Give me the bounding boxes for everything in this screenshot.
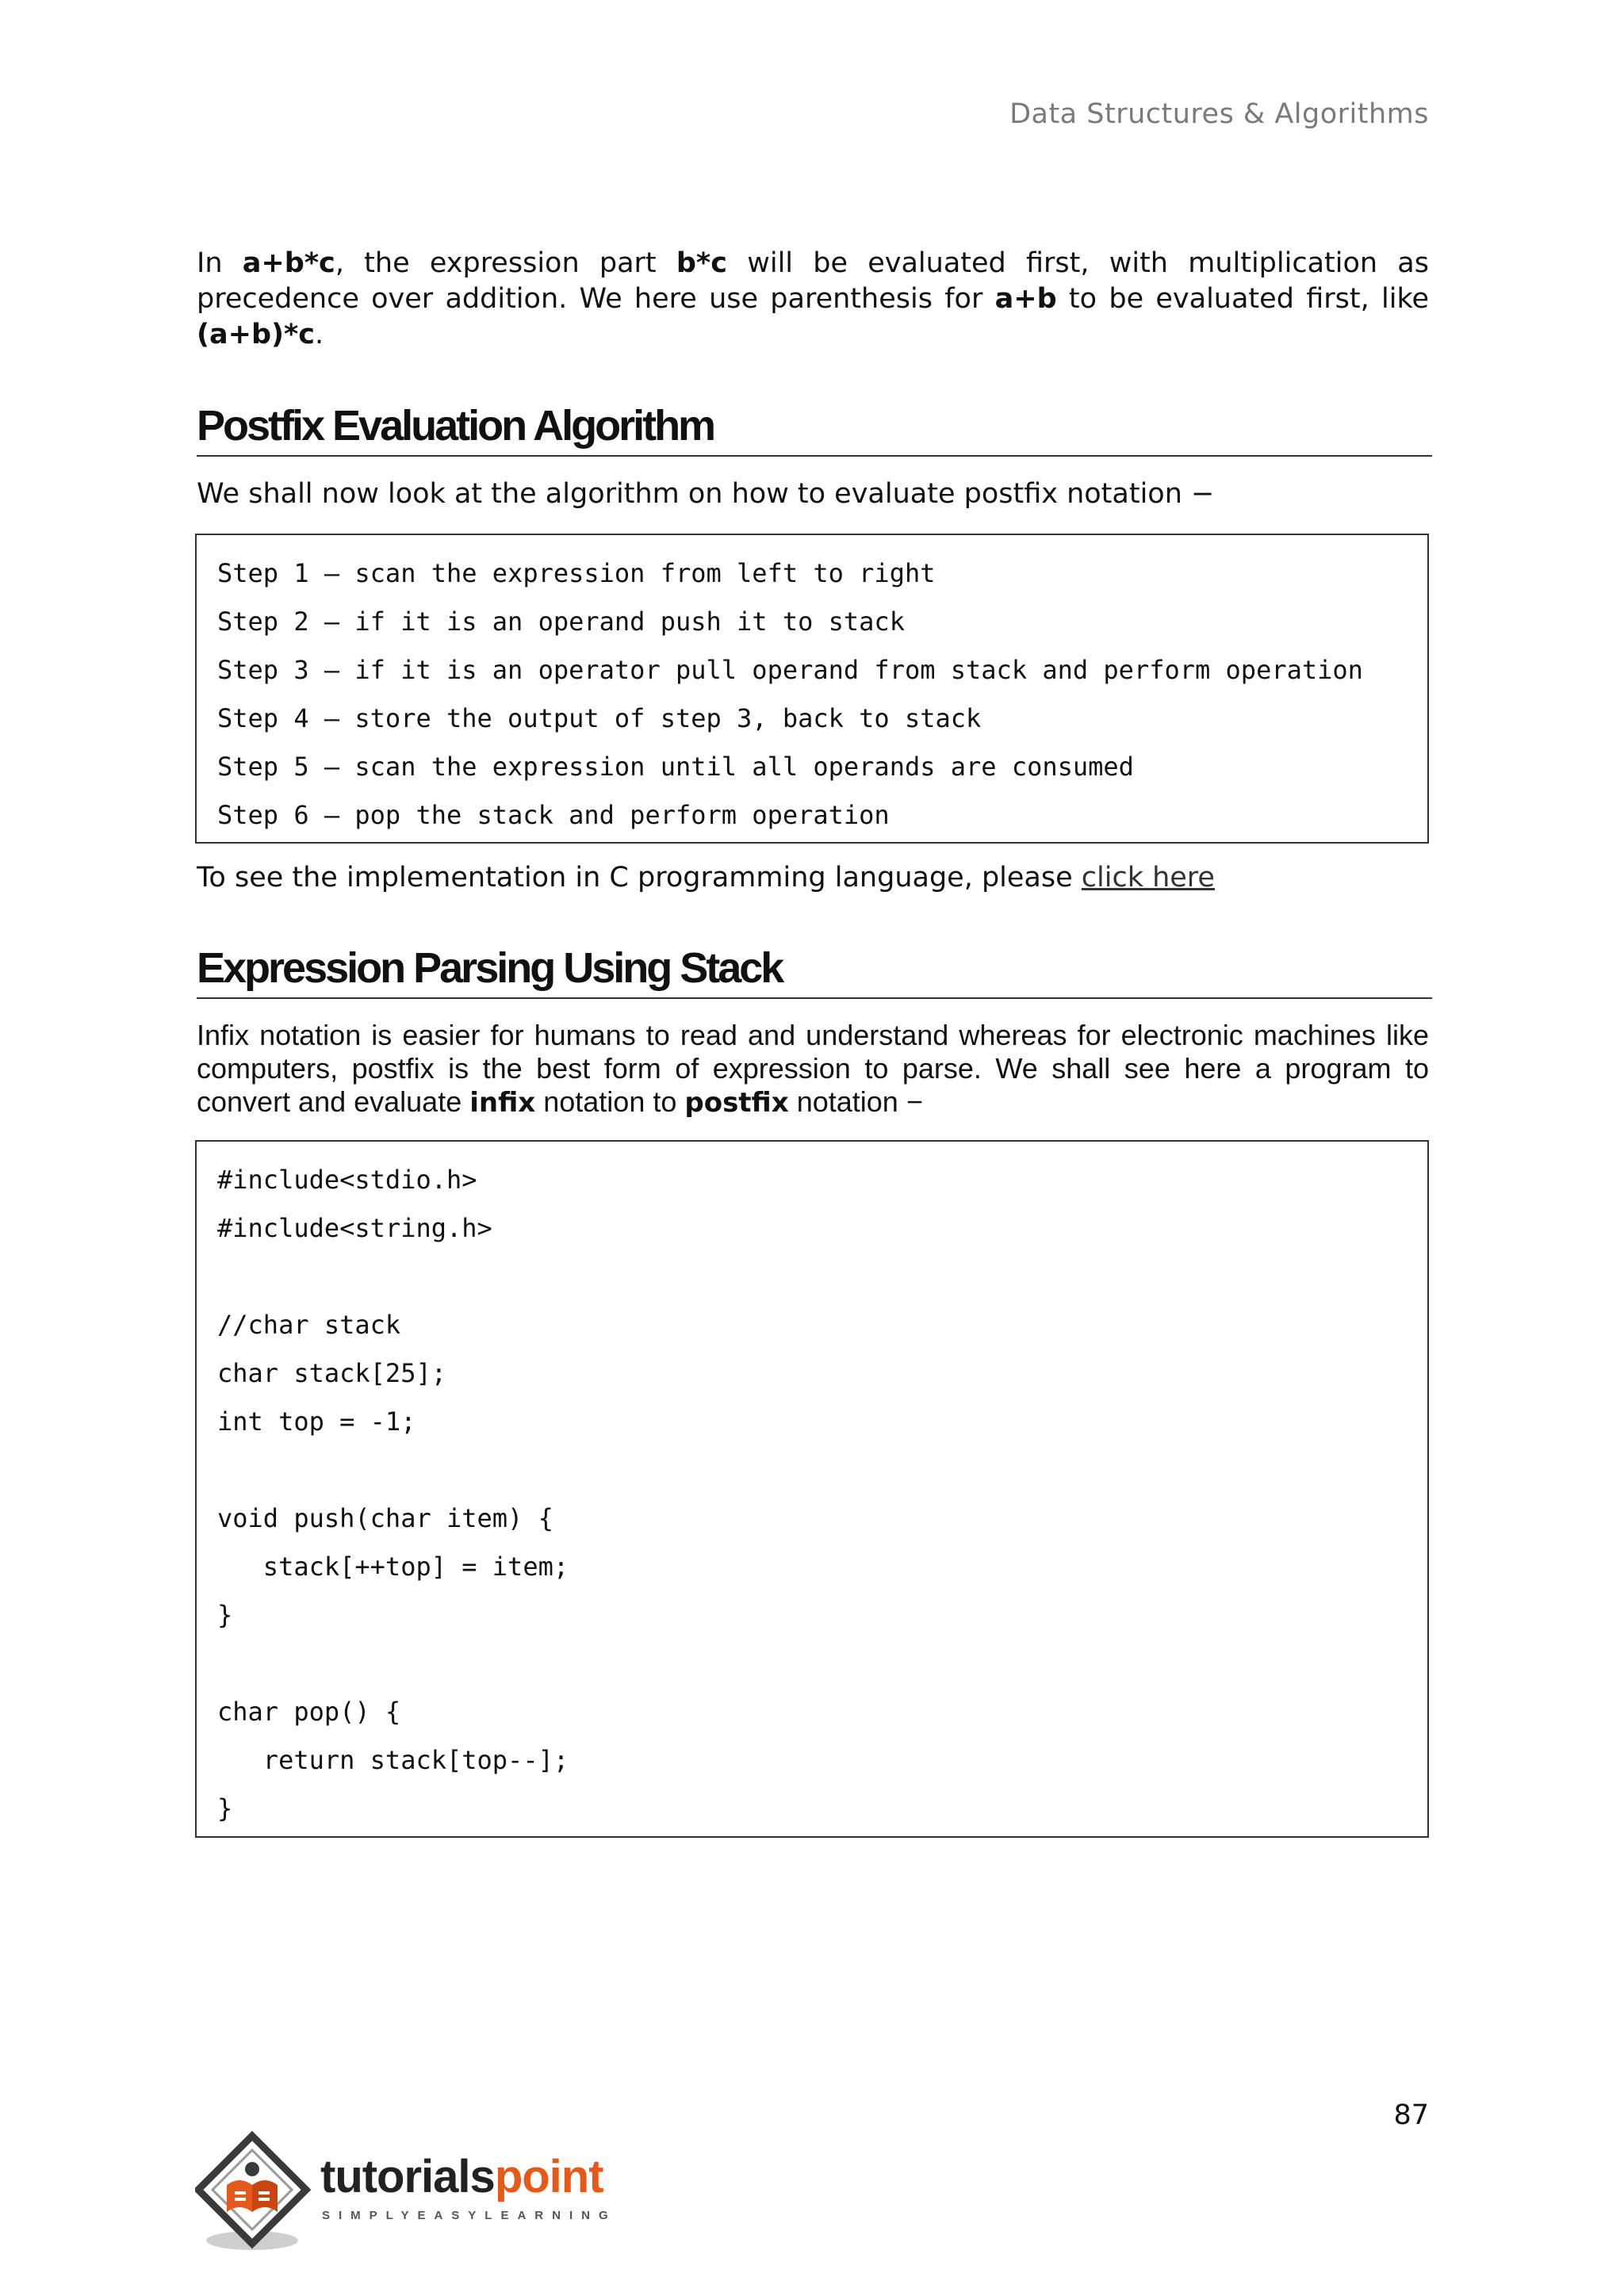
algorithm-steps-code-block (195, 534, 1429, 844)
logo-word-tutorials: tutorials (320, 2151, 495, 2202)
code-line: char stack[25]; (217, 1358, 446, 1388)
intro-text: In (197, 247, 243, 279)
code-line: } (217, 1793, 233, 1823)
algorithm-step-line: Step 5 – scan the expression until all operands are consumed (217, 752, 1134, 782)
bold-term-infix: infix (469, 1087, 536, 1119)
intro-bold-expression: a+b (994, 283, 1057, 315)
code-line: stack[++top] = item; (217, 1552, 569, 1582)
intro-bold-expression: b*c (676, 247, 727, 279)
code-line: void push(char item) { (217, 1503, 553, 1533)
running-header: Data Structures & Algorithms (1009, 98, 1429, 130)
paragraph-text: notation − (788, 1085, 923, 1118)
implementation-note-text: To see the implementation in C programming language, please (197, 862, 1082, 894)
code-line: } (217, 1600, 233, 1630)
intro-text: . (315, 319, 324, 350)
page-number: 87 (1393, 2099, 1429, 2131)
code-line: int top = -1; (217, 1406, 416, 1437)
code-line: char pop() { (217, 1697, 401, 1727)
intro-bold-expression: (a+b)*c (197, 319, 316, 350)
code-line: return stack[top--]; (217, 1745, 569, 1775)
code-line: #include<string.h> (217, 1213, 492, 1243)
logo-wordmark (320, 2152, 603, 2202)
intro-paragraph (197, 246, 1429, 353)
code-line (217, 1253, 1408, 1301)
section-heading-postfix-evaluation: Postfix Evaluation Algorithm (197, 401, 1432, 457)
algorithm-step-line: Step 6 – pop the stack and perform operation (217, 800, 890, 830)
code-line: #include<stdio.h> (217, 1165, 477, 1195)
code-line (217, 1446, 1408, 1494)
algorithm-step-line: Step 2 – if it is an operand push it to stack (217, 607, 905, 637)
code-line (217, 1640, 1408, 1688)
tutorialspoint-logo (195, 2130, 639, 2256)
logo-word-point: point (494, 2151, 603, 2202)
algorithm-step-line: Step 3 – if it is an operator pull operand from stack and perform operation (217, 655, 1363, 685)
bold-term-postfix: postfix (684, 1087, 789, 1119)
expression-parsing-paragraph (197, 1019, 1429, 1119)
logo-tagline: SIMPLYEASYLEARNING (322, 2209, 617, 2222)
click-here-link[interactable]: click here (1081, 862, 1215, 894)
implementation-note (197, 860, 1215, 896)
c-program-code-block (195, 1140, 1429, 1838)
intro-text: will be evaluated first, with multiplication as precedence over addition. We here use parenthesis for (197, 247, 1429, 315)
code-line: //char stack (217, 1310, 401, 1340)
paragraph-text: Infix notation is easier for humans to read and understand whereas for electronic machines like computers, postfix is the best form of expression to parse. We shall see here a program to convert and evaluate (197, 1019, 1429, 1118)
algorithm-step-line: Step 4 – store the output of step 3, back to stack (217, 703, 982, 733)
section-heading-expression-parsing: Expression Parsing Using Stack (197, 943, 1432, 999)
intro-text: , the expression part (335, 247, 676, 279)
tutorialspoint-book-logo-icon (195, 2130, 322, 2256)
intro-text: to be evaluated first, like (1056, 283, 1429, 315)
postfix-lead-text: We shall now look at the algorithm on how to evaluate postfix notation − (197, 478, 1215, 510)
paragraph-text: notation to (535, 1085, 685, 1118)
algorithm-step-line: Step 1 – scan the expression from left to right (217, 558, 936, 588)
intro-bold-expression: a+b*c (242, 247, 335, 279)
